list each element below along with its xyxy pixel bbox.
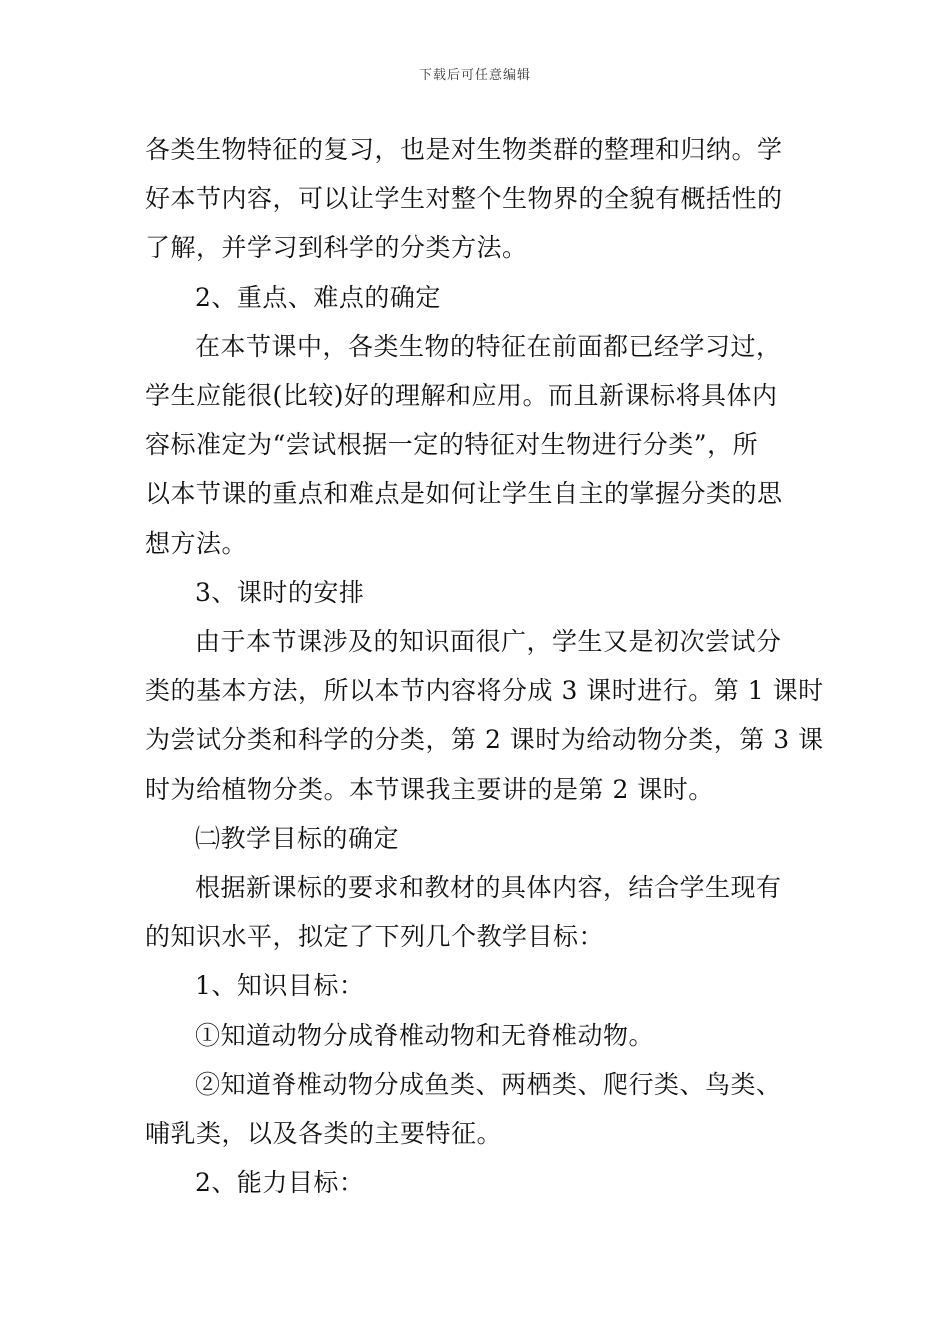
list-item: ①知道动物分成脊椎动物和无脊椎动物。 [195,1020,655,1050]
section-heading: 3、课时的安排 [195,577,365,607]
text-line: 根据新课标的要求和教材的具体内容，结合学生现有 [195,873,782,903]
section-heading: ㈡教学目标的确定 [195,823,400,853]
section-heading: 2、重点、难点的确定 [195,282,441,312]
text-line: 由于本节课涉及的知识面很广，学生又是初次尝试分 [195,627,782,657]
text-line: 各类生物特征的复习，也是对生物类群的整理和归纳。学 [145,135,783,164]
list-item: ②知道脊椎动物分成鱼类、两栖类、爬行类、鸟类、 [195,1069,782,1099]
text-line: 时为给植物分类。本节课我主要讲的是第 2 课时。 [145,774,714,804]
text-line: 的知识水平，拟定了下列几个教学目标： [145,922,605,952]
page-header-note: 下载后可任意编辑 [418,68,531,83]
text-line: 好本节内容，可以让学生对整个生物界的全貌有概括性的 [145,184,783,214]
text-line: 容标准定为“尝试根据一定的特征对生物进行分类”，所 [145,430,759,460]
section-heading: 1、知识目标： [195,971,365,1001]
text-line: 为尝试分类和科学的分类，第 2 课时为给动物分类，第 3 课 [145,725,824,755]
text-line: 类的基本方法，所以本节内容将分成 3 课时进行。第 1 课时 [145,676,824,706]
text-line: 学生应能很(比较)好的理解和应用。而且新课标将具体内 [145,381,778,411]
text-line: 哺乳类，以及各类的主要特征。 [145,1119,503,1149]
document-body [145,125,824,1207]
text-line: 以本节课的重点和难点是如何让学生自主的掌握分类的思 [145,479,783,509]
section-heading: 2、能力目标： [195,1168,365,1198]
text-line: 在本节课中，各类生物的特征在前面都已经学习过， [195,331,782,361]
text-line: 了解，并学习到科学的分类方法。 [145,233,528,263]
text-line: 想方法。 [145,528,248,558]
